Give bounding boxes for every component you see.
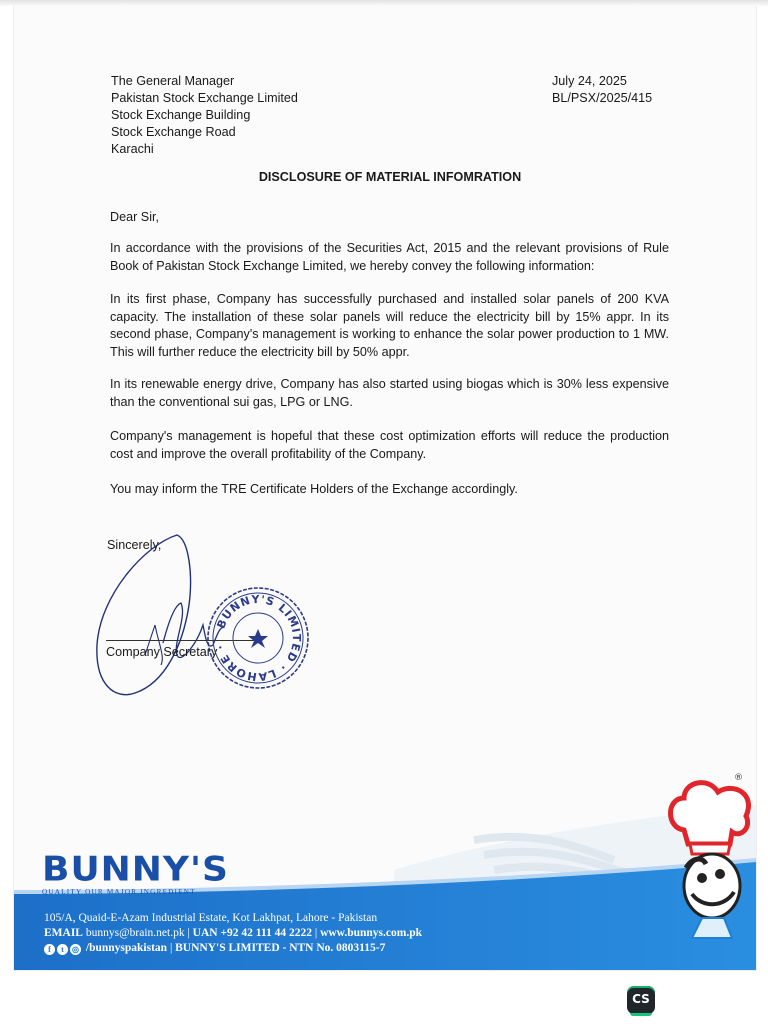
company-logo [42,852,229,896]
footer-address: 105/A, Quaid-E-Azam Industrial Estate, Kot Lakhpat, Lahore - Pakistan [44,912,378,924]
paragraph-inform: You may inform the TRE Certificate Holders of the Exchange accordingly. [110,482,518,496]
social-handle: /bunnyspakistan [85,942,168,954]
facebook-icon: f [44,944,55,955]
closing: Sincerely, [107,538,162,552]
signatory-title: Company Secretary [106,645,218,659]
footer-contact: EMAIL bunnys@brain.net.pk | UAN +92 42 111 44 2222 | www.bunnys.com.pk [44,927,423,939]
brand-name: BUNNY'S [42,850,229,889]
camscanner-badge: CS [627,986,655,1014]
company-stamp [205,585,311,691]
recipient-line: The General Manager [111,74,235,88]
svg-text:BUNNY'S LIMITED · LAHORE ·: BUNNY'S LIMITED · LAHORE · [213,592,304,684]
scan-edge [0,0,768,6]
reference-block [552,73,652,107]
ntn-number: BUNNY'S LIMITED - NTN No. 0803115-7 [175,942,386,954]
paragraph-solar: In its first phase, Company has successfully purchased and installed solar panels of 200 KVA capacity. The installation of these solar panels will reduce the electricity bill by 15% appr. In its second phase, Company's management is working to enhance the solar power production to 1 MW. This will further reduce the electricity bill by 50% appr. [110,292,669,359]
brand-tagline: QUALITY OUR MAJOR INGREDIENT [42,888,196,896]
uan-number: UAN +92 42 111 44 2222 [192,927,312,939]
email-address: bunnys@brain.net.pk [85,927,185,939]
recipient-line: Karachi [111,142,154,156]
twitter-icon: t [57,944,68,955]
recipient-line: Stock Exchange Road [111,125,236,139]
website: www.bunnys.com.pk [320,927,423,939]
subject-heading: DISCLOSURE OF MATERIAL INFOMRATION [258,170,522,184]
recipient-line: Stock Exchange Building [111,108,251,122]
reference-number: BL/PSX/2025/415 [552,91,653,105]
letter-date: July 24, 2025 [552,74,627,88]
paragraph-cost: Company's management is hopeful that these cost optimization efforts will reduce the production cost and improve the overall profitability of the Company. [110,429,669,461]
footer-social: f t ◎ /bunnyspakistan | BUNNY'S LIMITED - NTN No. 0803115-7 [44,942,385,955]
recipient-line: Pakistan Stock Exchange Limited [111,91,298,105]
paragraph-intro: In accordance with the provisions of the Securities Act, 2015 and the relevant provisions of Rule Book of Pakistan Stock Exchange Limited, we hereby convey the following information: [110,241,669,273]
instagram-icon: ◎ [70,944,81,955]
email-label: EMAIL [44,927,83,939]
chef-mascot [662,768,758,968]
paragraph-biogas: In its renewable energy drive, Company has also started using biogas which is 30% less expensive than the conventional sui gas, LPG or LNG. [110,377,669,409]
recipient-address [111,73,298,158]
registered-mark: ® [734,773,743,783]
salutation: Dear Sir, [110,210,159,224]
